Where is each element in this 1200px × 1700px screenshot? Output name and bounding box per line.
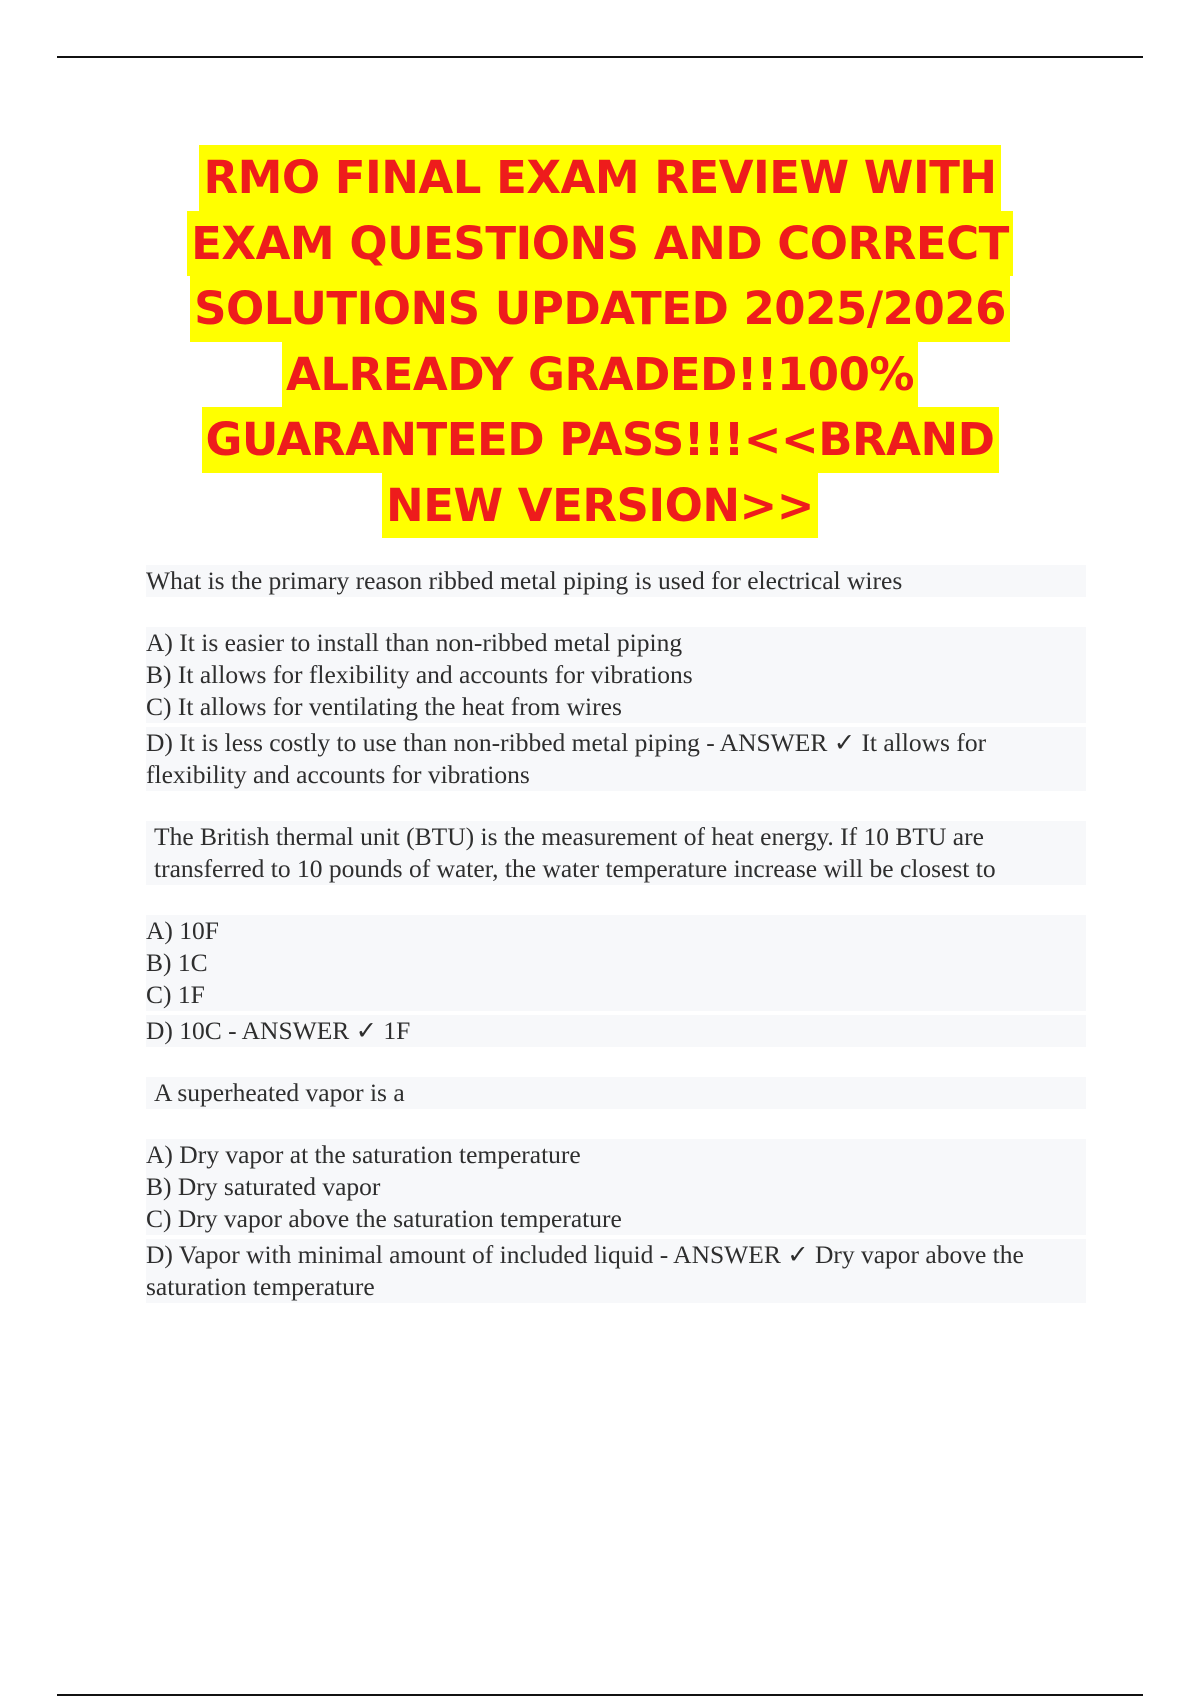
answer-options bbox=[146, 915, 1086, 1047]
document-title bbox=[140, 145, 1060, 538]
option-d-with-answer: D) Vapor with minimal amount of included liquid - ANSWER ✓ Dry vapor above the saturation temperature bbox=[146, 1239, 1086, 1303]
questions-section bbox=[146, 565, 1086, 1333]
title-line: EXAM QUESTIONS AND CORRECT bbox=[187, 211, 1013, 277]
option-b: B) Dry saturated vapor bbox=[146, 1171, 1086, 1203]
question-prompt: What is the primary reason ribbed metal piping is used for electrical wires bbox=[146, 565, 1086, 597]
option-d-with-answer: D) It is less costly to use than non-ribbed metal piping - ANSWER ✓ It allows for flexibility and accounts for vibrations bbox=[146, 727, 1086, 791]
bottom-rule bbox=[57, 1694, 1143, 1696]
option-d-with-answer: D) 10C - ANSWER ✓ 1F bbox=[146, 1015, 1086, 1047]
option-c: C) Dry vapor above the saturation temperature bbox=[146, 1203, 1086, 1235]
option-b: B) It allows for flexibility and accounts for vibrations bbox=[146, 659, 1086, 691]
title-line: GUARANTEED PASS!!!<<BRAND bbox=[202, 407, 999, 473]
option-a: A) It is easier to install than non-ribbed metal piping bbox=[146, 627, 1086, 659]
answer-options bbox=[146, 1139, 1086, 1303]
answer-options bbox=[146, 627, 1086, 791]
option-c: C) It allows for ventilating the heat from wires bbox=[146, 691, 1086, 723]
option-a: A) 10F bbox=[146, 915, 1086, 947]
question-block-1 bbox=[146, 565, 1086, 791]
title-line: RMO FINAL EXAM REVIEW WITH bbox=[199, 145, 1000, 211]
question-prompt: A superheated vapor is a bbox=[146, 1077, 1086, 1109]
top-rule bbox=[57, 56, 1143, 58]
title-line: NEW VERSION>> bbox=[382, 473, 818, 539]
option-b: B) 1C bbox=[146, 947, 1086, 979]
title-line: ALREADY GRADED!!100% bbox=[282, 342, 918, 408]
question-block-3 bbox=[146, 1077, 1086, 1303]
option-c: C) 1F bbox=[146, 979, 1086, 1011]
question-block-2 bbox=[146, 821, 1086, 1047]
title-line: SOLUTIONS UPDATED 2025/2026 bbox=[190, 276, 1010, 342]
option-a: A) Dry vapor at the saturation temperature bbox=[146, 1139, 1086, 1171]
question-prompt: The British thermal unit (BTU) is the measurement of heat energy. If 10 BTU are transferred to 10 pounds of water, the water temperature increase will be closest to bbox=[146, 821, 1086, 885]
